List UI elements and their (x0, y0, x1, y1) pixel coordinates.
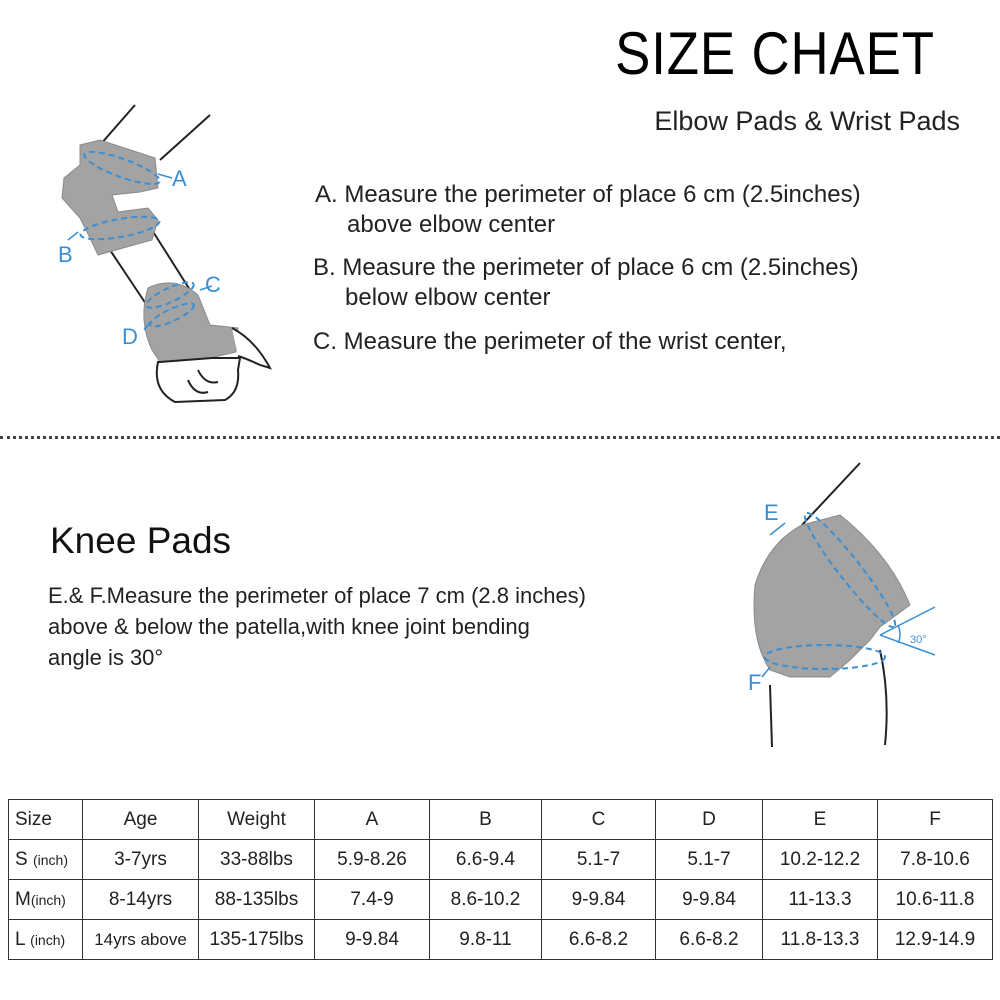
header-d: D (656, 800, 763, 840)
weight-cell: 135-175lbs (199, 920, 315, 960)
weight-cell: 33-88lbs (199, 840, 315, 880)
knee-instructions (48, 580, 688, 673)
size-letter: M (15, 888, 31, 910)
age-cell: 8-14yrs (83, 880, 199, 920)
e-cell: 11.8-13.3 (763, 920, 878, 960)
knee-instructions-line3: angle is 30° (48, 645, 164, 670)
page-title: SIZE CHAET (615, 20, 935, 87)
wrist-pad-shape (144, 283, 238, 362)
size-unit: (inch) (30, 891, 66, 908)
a-cell: 7.4-9 (315, 880, 430, 920)
label-e: E (764, 500, 779, 525)
knee-pad-shape (754, 515, 910, 677)
size-cell (9, 920, 83, 960)
label-b: B (58, 242, 73, 267)
a-cell: 5.9-8.26 (315, 840, 430, 880)
table-row (9, 920, 993, 960)
f-cell: 12.9-14.9 (878, 920, 993, 960)
header-weight: Weight (199, 800, 315, 840)
c-cell: 5.1-7 (542, 840, 656, 880)
measurement-b-line1: B. Measure the perimeter of place 6 cm (2.5inches) (313, 254, 859, 281)
measurement-b-line2: below elbow center (345, 284, 551, 311)
size-unit: (inch) (30, 931, 66, 948)
size-cell (9, 840, 83, 880)
weight-cell: 88-135lbs (199, 880, 315, 920)
measurement-c-line1: C. Measure the perimeter of the wrist center, (313, 328, 787, 355)
label-c: C (205, 272, 221, 297)
size-letter: L (15, 928, 25, 950)
d-cell: 6.6-8.2 (656, 920, 763, 960)
b-cell: 6.6-9.4 (430, 840, 542, 880)
measurement-b (313, 253, 859, 313)
page-subtitle: Elbow Pads & Wrist Pads (654, 106, 960, 136)
knee-instructions-line1: E.& F.Measure the perimeter of place 7 cm (2.8 inches) (48, 583, 587, 608)
header-size: Size (9, 800, 83, 840)
header-b: B (430, 800, 542, 840)
b-cell: 8.6-10.2 (430, 880, 542, 920)
table-row (9, 840, 993, 880)
f-cell: 10.6-11.8 (878, 880, 993, 920)
f-cell: 7.8-10.6 (878, 840, 993, 880)
knee-pads-heading: Knee Pads (50, 520, 232, 561)
table-header-row (9, 800, 993, 840)
d-cell: 5.1-7 (656, 840, 763, 880)
size-unit: (inch) (32, 851, 68, 868)
measurement-c (313, 327, 787, 357)
header-a: A (315, 800, 430, 840)
knee-diagram (740, 455, 990, 755)
measurement-a-line2: above elbow center (347, 211, 556, 238)
label-f: F (748, 670, 762, 695)
c-cell: 9-9.84 (542, 880, 656, 920)
d-cell: 9-9.84 (656, 880, 763, 920)
b-cell: 9.8-11 (430, 920, 542, 960)
age-cell: 14yrs above (83, 920, 199, 960)
e-cell: 11-13.3 (763, 880, 878, 920)
knee-instructions-line2: above & below the patella,with knee joint bending (48, 614, 530, 639)
measurement-a-line1: A. Measure the perimeter of place 6 cm (2.5inches) (315, 181, 861, 208)
header-f: F (878, 800, 993, 840)
a-cell: 9-9.84 (315, 920, 430, 960)
label-d: D (122, 324, 138, 349)
angle-label: 30° (910, 634, 927, 646)
c-cell: 6.6-8.2 (542, 920, 656, 960)
header-e: E (763, 800, 878, 840)
e-cell: 10.2-12.2 (763, 840, 878, 880)
header-age: Age (83, 800, 199, 840)
table-row (9, 880, 993, 920)
age-cell: 3-7yrs (83, 840, 199, 880)
measurement-a (315, 180, 861, 240)
elbow-wrist-diagram (40, 100, 300, 410)
section-divider (0, 436, 1000, 439)
header-c: C (542, 800, 656, 840)
size-cell (9, 880, 83, 920)
size-letter: S (15, 848, 28, 870)
size-table (8, 799, 993, 960)
label-a: A (172, 166, 187, 191)
